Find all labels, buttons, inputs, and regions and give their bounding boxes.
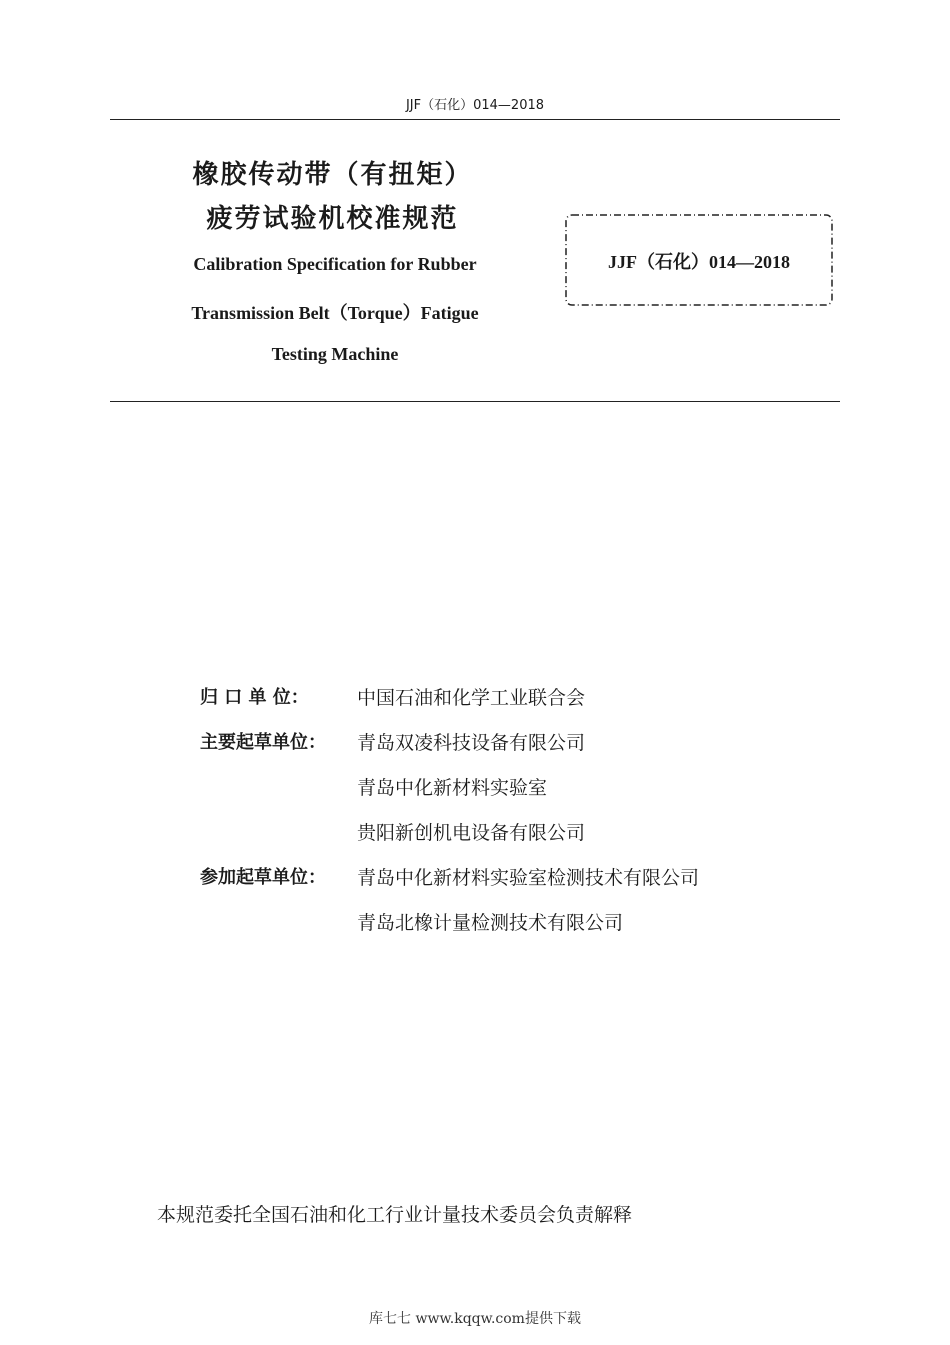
title-divider xyxy=(110,401,840,402)
download-watermark: 库七七 www.kqqw.com提供下载 xyxy=(369,1311,581,1327)
responsible-unit: 中国石油和化学工业联合会 xyxy=(357,687,586,709)
header-divider xyxy=(110,119,840,120)
participating-drafting-label: 参加起草单位： xyxy=(200,867,326,888)
chinese-title-line-1: 橡胶传动带（有扭矩） xyxy=(192,160,473,190)
standard-code: JJF（石化）014—2018 xyxy=(608,252,790,272)
interpretation-note: 本规范委托全国石油和化工行业计量技术委员会负责解释 xyxy=(157,1204,633,1226)
main-drafting-label: 主要起草单位： xyxy=(200,732,326,753)
english-title-line-2: Transmission Belt（Torque）Fatigue xyxy=(191,303,479,323)
header-standard-code: JJF（石化）014—2018 xyxy=(405,98,545,113)
main-drafting-unit: 青岛双凌科技设备有限公司 xyxy=(357,732,586,754)
chinese-title-line-2: 疲劳试验机校准规范 xyxy=(206,204,459,234)
participating-drafting-unit: 青岛北橡计量检测技术有限公司 xyxy=(357,912,624,934)
responsible-unit-label: 归 口 单 位： xyxy=(200,687,309,708)
main-drafting-unit: 青岛中化新材料实验室 xyxy=(357,777,548,799)
english-title-line-3: Testing Machine xyxy=(271,344,399,364)
participating-drafting-unit: 青岛中化新材料实验室检测技术有限公司 xyxy=(357,867,700,889)
english-title-line-1: Calibration Specification for Rubber xyxy=(193,254,477,274)
main-drafting-unit: 贵阳新创机电设备有限公司 xyxy=(357,822,586,844)
standard-code-box xyxy=(563,212,835,308)
